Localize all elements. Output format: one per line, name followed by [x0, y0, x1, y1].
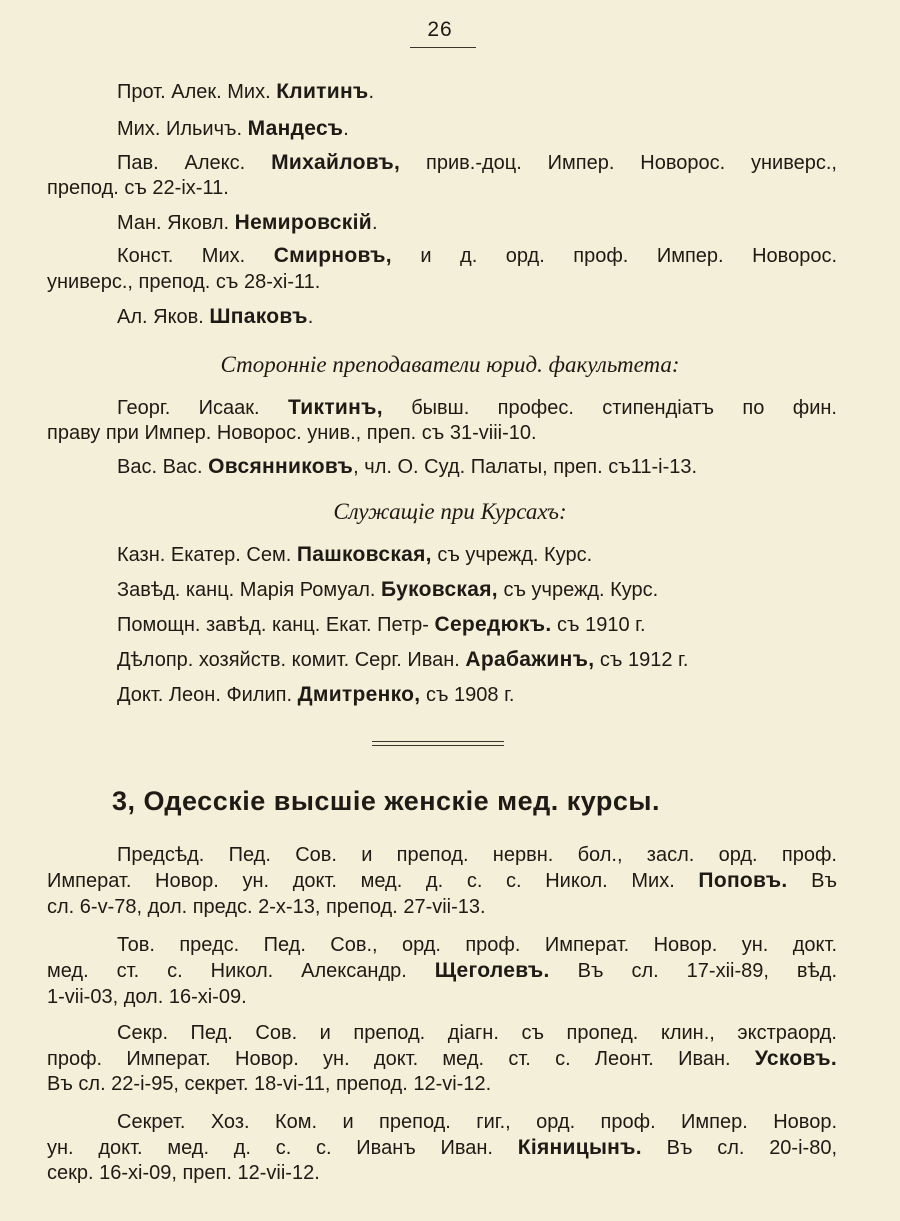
entry-prefix: Конст. Мих.	[117, 245, 274, 267]
divider-rule-top	[372, 741, 504, 742]
service-entry	[117, 648, 837, 672]
entry-prefix: Вас. Вас.	[117, 456, 209, 478]
page-number-rule	[410, 47, 476, 48]
entry-surname: Дмитренко,	[297, 683, 421, 706]
divider-rule-bottom	[372, 745, 504, 746]
staff-entry	[117, 305, 837, 329]
law-entry	[117, 455, 837, 479]
entry-surname: Овсянниковъ	[208, 455, 354, 478]
service-entry	[117, 543, 837, 567]
law-entry	[117, 396, 837, 420]
entry-suffix: съ 1910 г.	[551, 614, 646, 636]
entry-suffix: съ учрежд. Курс.	[431, 544, 593, 566]
entry-suffix: , чл. О. Суд. Палаты, преп. съ11-i-13.	[353, 456, 698, 478]
staff-entry	[117, 151, 837, 175]
entry-suffix: съ учрежд. Курс.	[497, 579, 659, 601]
course-entry-line2	[47, 1136, 837, 1160]
entry-prefix: Мих. Ильичъ.	[117, 118, 248, 140]
entry-surname: Тиктинъ,	[287, 396, 383, 419]
entry-suffix: Въ сл. 17-xii-89, вѣд.	[549, 960, 838, 982]
entry-surname: Клитинъ	[276, 80, 369, 103]
entry-suffix: и д. орд. проф. Импер. Новорос.	[391, 245, 837, 267]
entry-suffix: .	[307, 306, 314, 328]
service-entry	[117, 613, 837, 637]
service-entry	[117, 683, 837, 707]
section-title-service: Служащіе при Курсахъ:	[333, 499, 567, 524]
section-heading	[112, 786, 660, 817]
staff-entry	[117, 244, 837, 268]
entry-surname: Усковъ.	[754, 1047, 837, 1070]
staff-entry	[117, 211, 837, 235]
staff-entry	[117, 117, 837, 141]
course-entry-line3: Въ сл. 22-i-95, секрет. 18-vi-11, препод. 12-vi-12.	[47, 1073, 492, 1095]
entry-surname: Буковская,	[381, 578, 498, 601]
entry-prefix: Помощн. завѣд. канц. Екат. Петр-	[117, 614, 435, 636]
course-entry-line3: секр. 16-xi-09, преп. 12-vii-12.	[47, 1162, 320, 1184]
entry-surname: Середюкъ.	[434, 613, 552, 636]
entry-prefix: Ман. Яковл.	[117, 212, 235, 234]
service-entry	[117, 578, 837, 602]
entry-continuation: универс., препод. съ 28-xi-11.	[47, 271, 321, 293]
heading-number: 3,	[112, 786, 136, 816]
course-entry-line3: 1-vii-03, дол. 16-xi-09.	[47, 986, 247, 1008]
entry-suffix: .	[343, 118, 349, 140]
entry-prefix: Императ. Новор. ун. докт. мед. д. с. с. Никол. Мих.	[47, 870, 699, 892]
entry-surname: Немировскій	[234, 211, 372, 234]
entry-prefix: Георг. Исаак.	[117, 397, 288, 419]
entry-continuation: праву при Импер. Новорос. унив., преп. съ 31-viii-10.	[47, 422, 537, 444]
entry-suffix: .	[371, 212, 378, 234]
entry-surname: Смирновъ,	[273, 244, 392, 267]
entry-prefix: Дѣлопр. хозяйств. комит. Серг. Иван.	[117, 649, 466, 671]
entry-suffix: съ 1912 г.	[594, 649, 689, 671]
entry-prefix: проф. Императ. Новор. ун. докт. мед. ст. с. Леонт. Иван.	[47, 1048, 755, 1070]
entry-prefix: Завѣд. канц. Марія Ромуал.	[117, 579, 381, 601]
entry-suffix: .	[368, 81, 375, 103]
entry-suffix: Въ сл. 20-i-80,	[641, 1137, 838, 1159]
course-entry-line1: Секр. Пед. Сов. и препод. діагн. съ пропед. клин., экстраорд.	[117, 1022, 837, 1044]
entry-continuation: препод. съ 22-ix-11.	[47, 177, 229, 199]
entry-suffix: бывш. профес. стипендіатъ по фин.	[382, 397, 837, 419]
entry-suffix: съ 1908 г.	[420, 684, 515, 706]
page-number: 26	[427, 18, 453, 41]
entry-prefix: Прот. Алек. Мих.	[117, 81, 277, 103]
entry-surname: Мандесъ	[247, 117, 344, 140]
entry-surname: Пашковская,	[296, 543, 432, 566]
heading-title: Одесскіе высшіе женскіе мед. курсы.	[143, 786, 660, 816]
entry-surname: Кіяницынъ.	[517, 1136, 642, 1159]
entry-prefix: Докт. Леон. Филип.	[117, 684, 298, 706]
course-entry-line2	[47, 1047, 837, 1071]
course-entry-line3: сл. 6-v-78, дол. предс. 2-x-13, препод. 27-vii-13.	[47, 896, 486, 918]
entry-surname: Щеголевъ.	[434, 959, 550, 982]
entry-surname: Шпаковъ	[209, 305, 308, 328]
entry-prefix: мед. ст. с. Никол. Александр.	[47, 960, 435, 982]
course-entry-line1: Тов. предс. Пед. Сов., орд. проф. Императ. Новор. ун. докт.	[117, 934, 837, 956]
course-entry-line2	[47, 869, 837, 893]
section-title-law: Сторонніе преподаватели юрид. факультета:	[220, 352, 680, 377]
entry-prefix: Казн. Екатер. Сем.	[117, 544, 297, 566]
staff-entry	[117, 80, 837, 104]
entry-prefix: ун. докт. мед. д. с. с. Иванъ Иван.	[47, 1137, 518, 1159]
entry-surname: Арабажинъ,	[465, 648, 595, 671]
course-entry-line1: Секрет. Хоз. Ком. и препод. гиг., орд. проф. Импер. Новор.	[117, 1111, 837, 1133]
entry-suffix: Въ	[787, 870, 837, 892]
course-entry-line1: Предсѣд. Пед. Сов. и препод. нервн. бол., засл. орд. проф.	[117, 844, 837, 866]
entry-suffix: прив.-доц. Импер. Новорос. универс.,	[400, 152, 837, 174]
entry-prefix: Ал. Яков.	[117, 306, 210, 328]
entry-surname: Михайловъ,	[271, 151, 401, 174]
entry-surname: Поповъ.	[698, 869, 788, 892]
course-entry-line2	[47, 959, 837, 983]
entry-prefix: Пав. Алекс.	[117, 152, 272, 174]
